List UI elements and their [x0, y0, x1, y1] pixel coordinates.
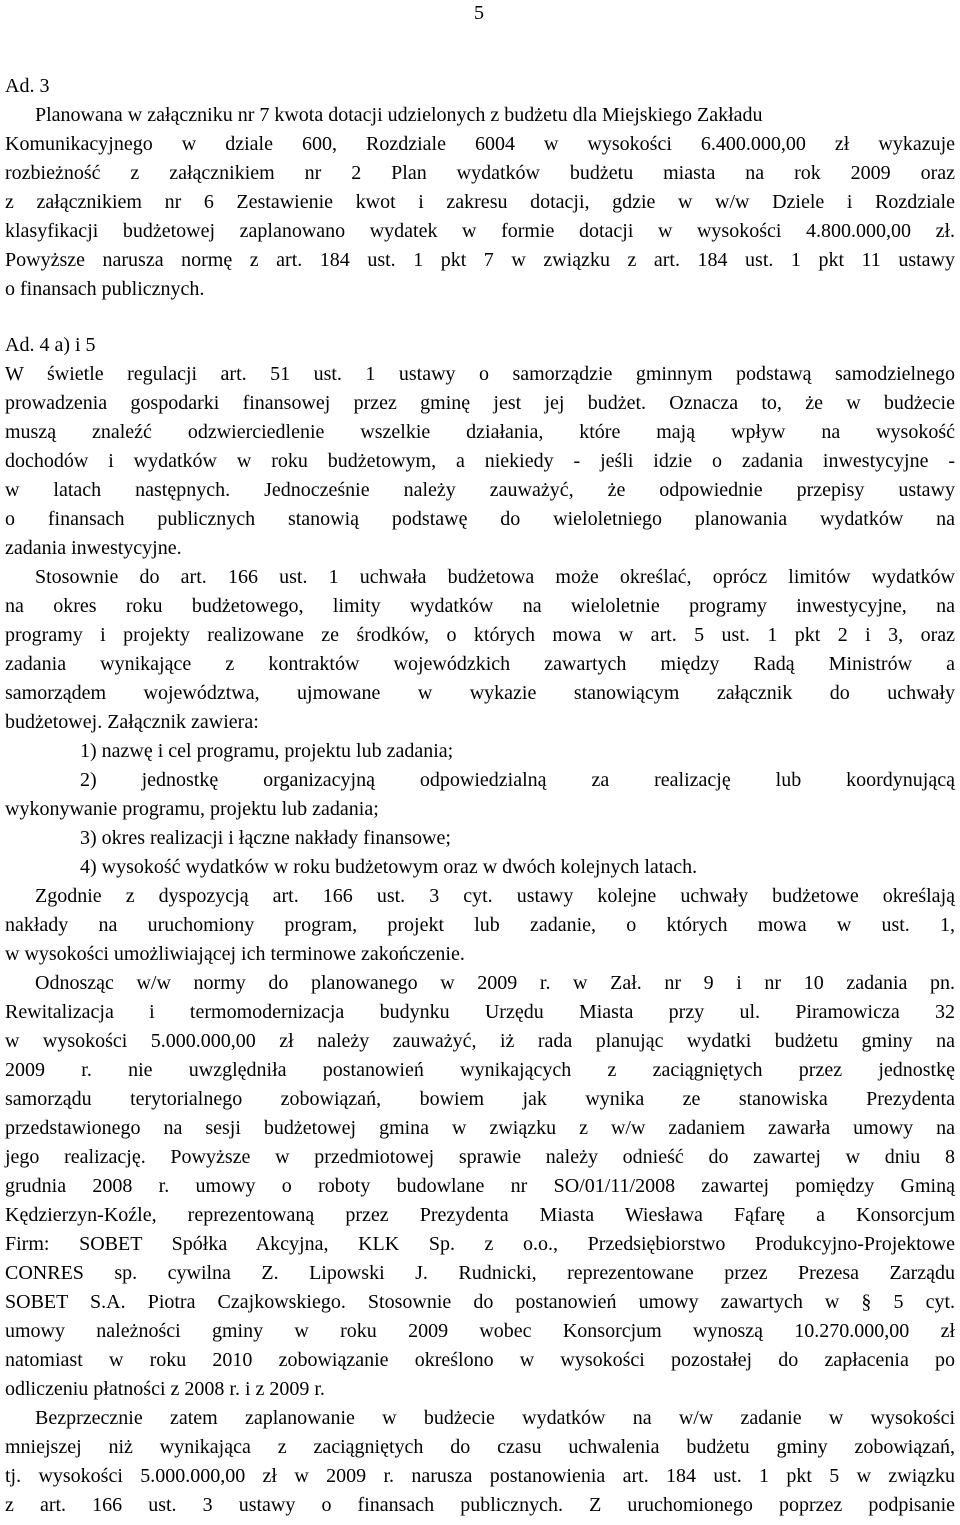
text-line: wykonywanie programu, projektu lub zadania;	[5, 798, 379, 820]
text-line: Odnosząc w/w normy do planowanego w 2009 r. w Zał. nr 9 i nr 10 zadania pn.	[35, 972, 955, 994]
text-line: 2) jednostkę organizacyjną odpowiedzialną za realizację lub koordynującą	[80, 769, 955, 791]
document-body	[5, 72, 955, 1520]
text-line: SOBET S.A. Piotra Czajkowskiego. Stosownie do postanowień umowy zawartych w § 5 cyt.	[5, 1291, 955, 1313]
text-line: grudnia 2008 r. umowy o roboty budowlane nr SO/01/11/2008 zawartej pomiędzy Gminą	[5, 1175, 955, 1197]
text-line: Bezprzecznie zatem zaplanowanie w budżecie wydatków na w/w zadanie w wysokości	[35, 1407, 955, 1429]
text-line: rozbieżność z załącznikiem nr 2 Plan wydatków budżetu miasta na rok 2009 oraz	[5, 162, 955, 184]
text-line: w latach następnych. Jednocześnie należy zauważyć, że odpowiednie przepisy ustawy	[5, 479, 955, 501]
text-line: Powyższe narusza normę z art. 184 ust. 1 pkt 7 w związku z art. 184 ust. 1 pkt 11 ustawy	[5, 249, 955, 271]
text-line: budżetowej. Załącznik zawiera:	[5, 711, 259, 733]
text-line: przedstawionego na sesji budżetowej gmina w związku z w/w zadaniem zawarła umowy na	[5, 1117, 955, 1139]
text-line: zadania inwestycyjne.	[5, 537, 182, 559]
text-line: jego realizację. Powyższe w przedmiotowej sprawie należy odnieść do zawartej w dniu 8	[5, 1146, 955, 1168]
text-line: muszą znaleźć odzwierciedlenie wszelkie działania, które mają wpływ na wysokość	[5, 421, 955, 443]
text-line: Ad. 4 a) i 5	[5, 334, 96, 356]
text-line: W świetle regulacji art. 51 ust. 1 ustawy o samorządzie gminnym podstawą samodzielnego	[5, 363, 955, 385]
text-line: tj. wysokości 5.000.000,00 zł w 2009 r. narusza postanowienia art. 184 ust. 1 pkt 5 w związku	[5, 1465, 955, 1487]
text-line: z załącznikiem nr 6 Zestawienie kwot i zakresu dotacji, gdzie w w/w Dziele i Rozdziale	[5, 191, 955, 213]
text-line: 1) nazwę i cel programu, projektu lub zadania;	[80, 740, 454, 762]
text-line: z art. 166 ust. 3 ustawy o finansach publicznych. Z uruchomionego poprzez podpisanie	[5, 1494, 955, 1516]
text-line: o finansach publicznych.	[5, 278, 205, 300]
text-line: zadania wynikające z kontraktów wojewódzkich zawartych między Radą Ministrów a	[5, 653, 955, 675]
text-line: Firm: SOBET Spółka Akcyjna, KLK Sp. z o.o., Przedsiębiorstwo Produkcyjno-Projektowe	[5, 1233, 955, 1255]
paragraph-gap	[5, 304, 955, 331]
text-line: 2009 r. nie uwzględniła postanowień wynikających z zaciągniętych przez jednostkę	[5, 1059, 955, 1081]
text-line: Stosownie do art. 166 ust. 1 uchwała budżetowa może określać, oprócz limitów wydatków	[35, 566, 955, 588]
text-line: CONRES sp. cywilna Z. Lipowski J. Rudnicki, reprezentowane przez Prezesa Zarządu	[5, 1262, 955, 1284]
text-line: 4) wysokość wydatków w roku budżetowym oraz w dwóch kolejnych latach.	[80, 856, 698, 878]
text-line: samorządu terytorialnego zobowiązań, bowiem jak wynika ze stanowiska Prezydenta	[5, 1088, 955, 1110]
text-line: prowadzenia gospodarki finansowej przez gminę jest jej budżet. Oznacza to, że w budżecie	[5, 392, 955, 414]
text-line: umowy należności gminy w roku 2009 wobec Konsorcjum wynoszą 10.270.000,00 zł	[5, 1320, 955, 1342]
text-line: Ad. 3	[5, 75, 50, 97]
text-line: w wysokości umożliwiającej ich terminowe zakończenie.	[5, 943, 465, 965]
page-number: 5	[474, 2, 484, 24]
text-line: natomiast w roku 2010 zobowiązanie określono w wysokości pozostałej do zapłacenia po	[5, 1349, 955, 1371]
text-line: w wysokości 5.000.000,00 zł należy zauważyć, iż rada planując wydatki budżetu gminy na	[5, 1030, 955, 1052]
text-line: o finansach publicznych stanowią podstawę do wieloletniego planowania wydatków na	[5, 508, 955, 530]
text-line: Kędzierzyn-Koźle, reprezentowaną przez Prezydenta Miasta Wiesława Fąfarę a Konsorcjum	[5, 1204, 955, 1226]
text-line: dochodów i wydatków w roku budżetowym, a niekiedy - jeśli idzie o zadania inwestycyjne -	[5, 450, 955, 472]
text-line: Rewitalizacja i termomodernizacja budynku Urzędu Miasta przy ul. Piramowicza 32	[5, 1001, 955, 1023]
text-line: Planowana w załączniku nr 7 kwota dotacji udzielonych z budżetu dla Miejskiego Zakładu	[35, 104, 763, 126]
text-line: klasyfikacji budżetowej zaplanowano wydatek w formie dotacji w wysokości 4.800.000,00 zł.	[5, 220, 955, 242]
text-line: odliczeniu płatności z 2008 r. i z 2009 r.	[5, 1378, 325, 1400]
text-line: Komunikacyjnego w dziale 600, Rozdziale 6004 w wysokości 6.400.000,00 zł wykazuje	[5, 133, 955, 155]
text-line: mniejszej niż wynikająca z zaciągniętych do czasu uchwalenia budżetu gminy zobowiązań,	[5, 1436, 955, 1458]
text-line: Zgodnie z dyspozycją art. 166 ust. 3 cyt. ustawy kolejne uchwały budżetowe określają	[35, 885, 955, 907]
text-line: programy i projekty realizowane ze środków, o których mowa w art. 5 ust. 1 pkt 2 i 3, oraz	[5, 624, 955, 646]
text-line: nakłady na uruchomiony program, projekt lub zadanie, o których mowa w ust. 1,	[5, 914, 955, 936]
text-line: samorządem województwa, ujmowane w wykazie stanowiącym załącznik do uchwały	[5, 682, 955, 704]
text-line: na okres roku budżetowego, limity wydatków na wieloletnie programy inwestycyjne, na	[5, 595, 955, 617]
text-line: 3) okres realizacji i łączne nakłady finansowe;	[80, 827, 451, 849]
